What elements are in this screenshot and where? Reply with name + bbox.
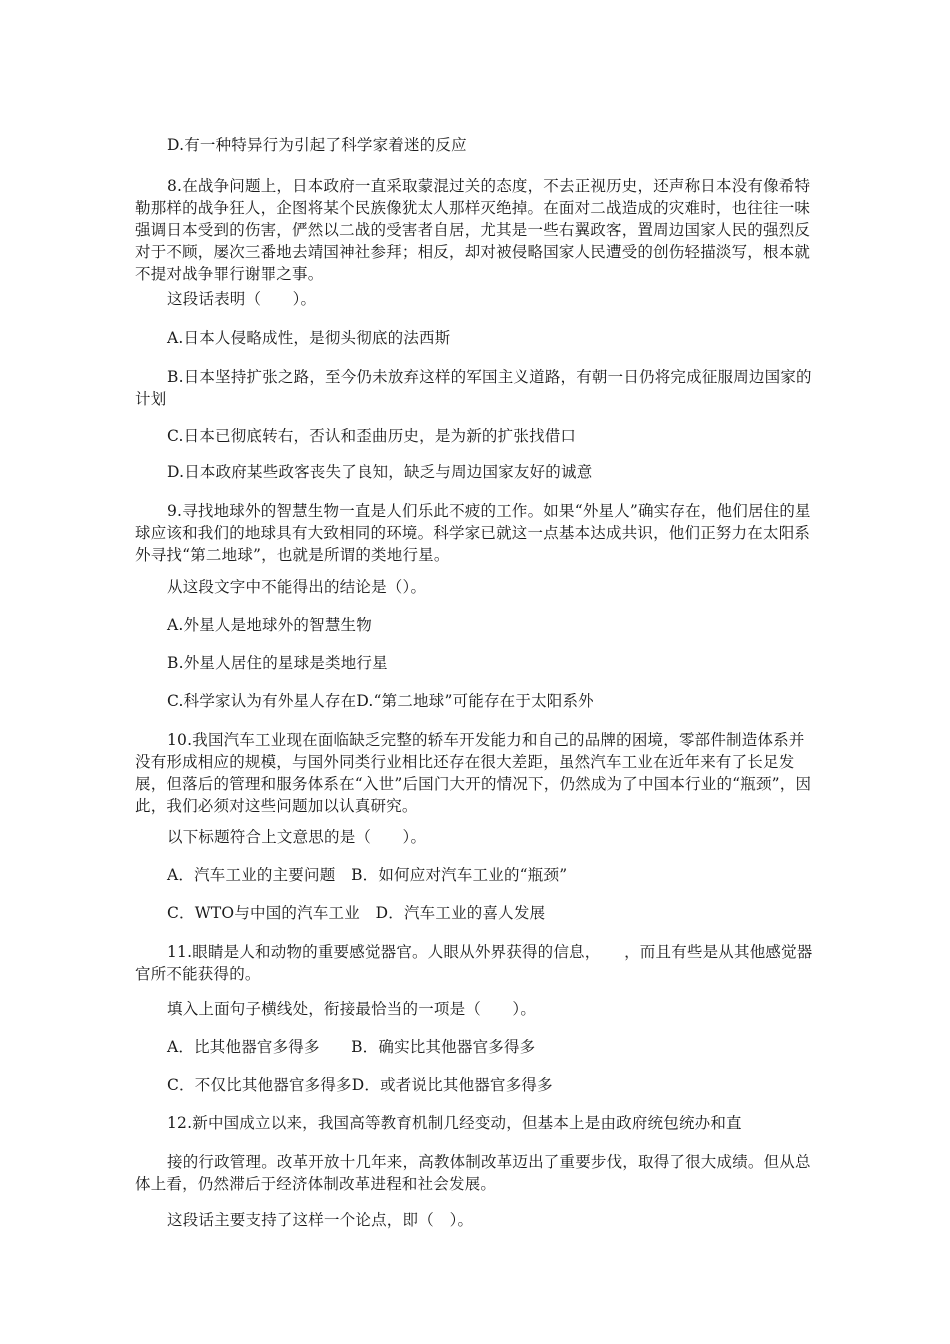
- option-7d: D.有一种特异行为引起了科学家着迷的反应: [167, 136, 467, 154]
- question-9-prompt: 从这段文字中不能得出的结论是（）。: [167, 578, 427, 596]
- question-10-stem: 10.我国汽车工业现在面临缺乏完整的轿车开发能力和自己的品牌的困境，零部件制造体系并没有形成相应的规模，与国外同类行业相比还存在很大差距，虽然汽车工业在近年来有了长足发展，但落后的管理和服务体系在“入世”后国门大开的情况下，仍然成为了中国本行业的“瓶颈”，因此，我们必须对这些问题加以认真研究。: [135, 731, 812, 815]
- question-11-options-cd: C．不仅比其他器官多得多D．或者说比其他器官多得多: [167, 1076, 553, 1094]
- question-9-option-a: A.外星人是地球外的智慧生物: [167, 616, 372, 634]
- question-8-stem: 8.在战争问题上，日本政府一直采取蒙混过关的态度，不去正视历史，还声称日本没有像希特勒那样的战争狂人，企图将某个民族像犹太人那样灭绝掉。在面对二战造成的灾难时，也往往一味强调日本受到的伤害，俨然以二战的受害者自居，尤其是一些右翼政客，置周边国家人民的强烈反对于不顾，屡次三番地去靖国神社参拜；相反，却对被侵略国家人民遭受的创伤轻描淡写，根本就不提对战争罪行谢罪之事。: [135, 177, 811, 283]
- question-12-stem-line1: 12.新中国成立以来，我国高等教育机制几经变动，但基本上是由政府统包统办和直: [167, 1114, 742, 1132]
- question-12-prompt: 这段话主要支持了这样一个论点，即（ ）。: [167, 1211, 474, 1229]
- question-10-options-cd: C．WTO与中国的汽车工业 D．汽车工业的喜人发展: [167, 904, 546, 922]
- question-9-option-b: B.外星人居住的星球是类地行星: [167, 654, 388, 672]
- question-8-option-c: C.日本已彻底转右，否认和歪曲历史，是为新的扩张找借口: [167, 427, 577, 445]
- question-12-stem-line2: 接的行政管理。改革开放十几年来，高教体制改革迈出了重要步伐，取得了很大成绩。但从总体上看，仍然滞后于经济体制改革进程和社会发展。: [135, 1153, 811, 1193]
- question-10-prompt: 以下标题符合上文意思的是（ ）。: [167, 828, 427, 846]
- question-8-prompt: 这段话表明（ ）。: [167, 290, 317, 308]
- question-11-stem: 11.眼睛是人和动物的重要感觉器官。人眼从外界获得的信息， ，而且有些是从其他感觉器官所不能获得的。: [135, 943, 813, 983]
- question-10-options-ab: A．汽车工业的主要问题 B．如何应对汽车工业的“瓶颈”: [167, 866, 568, 884]
- question-11-options-ab: A．比其他器官多得多 B．确实比其他器官多得多: [167, 1038, 536, 1056]
- question-8-option-d: D.日本政府某些政客丧失了良知，缺乏与周边国家友好的诚意: [167, 463, 593, 481]
- question-9-stem: 9.寻找地球外的智慧生物一直是人们乐此不疲的工作。如果“外星人”确实存在，他们居住的星球应该和我们的地球具有大致相同的环境。科学家已就这一点基本达成共识，他们正努力在太阳系外寻找“第二地球”，也就是所谓的类地行星。: [135, 502, 811, 564]
- question-8-option-a: A.日本人侵略成性，是彻头彻底的法西斯: [167, 329, 451, 347]
- question-9-option-cd: C.科学家认为有外星人存在D.“第二地球”可能存在于太阳系外: [167, 692, 594, 710]
- question-8-option-b: B.日本坚持扩张之路，至今仍未放弃这样的军国主义道路，有朝一日仍将完成征服周边国家的计划: [135, 368, 812, 408]
- question-11-prompt: 填入上面句子横线处，衔接最恰当的一项是（ ）。: [167, 1000, 537, 1018]
